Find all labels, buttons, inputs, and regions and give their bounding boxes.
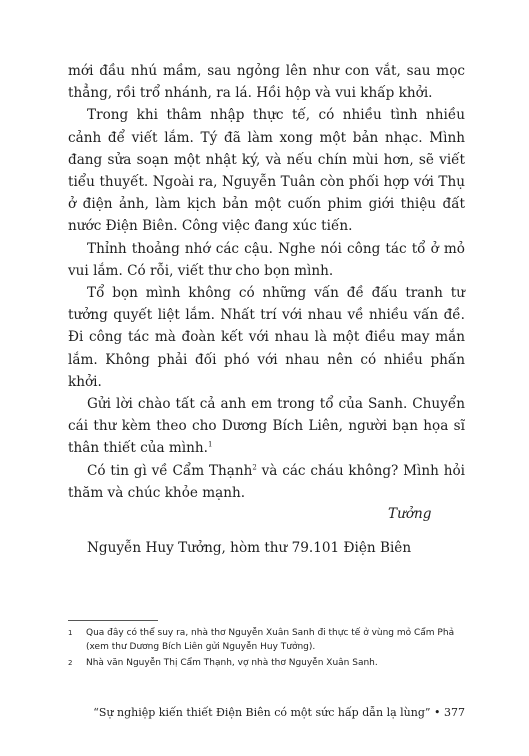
footnote-ref: 2 bbox=[252, 463, 257, 472]
paragraph bbox=[68, 60, 465, 104]
footnote-number: 1 bbox=[68, 629, 73, 637]
footnote-number: 2 bbox=[68, 659, 73, 667]
paragraph bbox=[68, 460, 465, 504]
paragraph bbox=[68, 238, 465, 282]
paragraph bbox=[68, 104, 465, 237]
paragraph bbox=[68, 282, 465, 393]
sender-address: Nguyễn Huy Tưởng, hòm thư 79.101 Điện Biên bbox=[87, 540, 412, 556]
paragraph-text: mới đầu nhú mầm, sau ngỏng lên như con vắt, sau mọc thẳng, rồi trổ nhánh, ra lá. Hồi hộp và vui khấp khởi. bbox=[68, 63, 465, 102]
footnotes bbox=[68, 626, 468, 672]
paragraph-text: Có tin gì về Cẩm Thạnh bbox=[87, 462, 253, 479]
paragraph-text: Trong khi thâm nhập thực tế, có nhiều tình nhiều cảnh để viết lắm. Tý đã làm xong một bản nhạc. Mình đang sửa soạn một nhật ký, và nếu chín mùi hơn, sẽ viết tiểu thuyết. Ngoài ra, Nguyễn Tuân còn phối hợp với Thụ ở điện ảnh, làm kịch bản một cuốn phim giới thiệu đất nước Điện Biên. Công việc đang xúc tiến. bbox=[68, 107, 465, 235]
page-number: 377 bbox=[444, 706, 465, 719]
footnote-divider bbox=[68, 620, 158, 621]
paragraph-text: và các cháu không? Mình hỏi thăm và chúc khỏe mạnh. bbox=[68, 462, 465, 501]
paragraph-text: Thỉnh thoảng nhớ các cậu. Nghe nói công tác tổ ở mỏ vui lắm. Có rỗi, viết thư cho bọn mình. bbox=[68, 240, 465, 279]
footnote bbox=[68, 656, 468, 670]
paragraph-text: Tổ bọn mình không có những vấn đề đấu tranh tư tưởng quyết liệt lắm. Nhất trí với nhau về nhiều vấn đề. Đi công tác mà đoàn kết với nhau là một điều may mắn lắm. Không phải đối phó với nhau nên có nhiều phấn khởi. bbox=[68, 285, 465, 390]
footer-separator: • bbox=[430, 706, 444, 719]
paragraph bbox=[68, 393, 465, 460]
signature: Tưởng bbox=[388, 506, 432, 522]
paragraph-text: Gửi lời chào tất cả anh em trong tổ của Sanh. Chuyển cái thư kèm theo cho Dương Bích Liên, người bạn họa sĩ thân thiết của mình. bbox=[68, 396, 465, 457]
footer-title: “Sự nghiệp kiến thiết Điện Biên có một sức hấp dẫn lạ lùng” bbox=[93, 706, 431, 719]
footnote bbox=[68, 626, 468, 654]
footnote-text: Qua đây có thể suy ra, nhà thơ Nguyễn Xuân Sanh đi thực tế ở vùng mỏ Cẩm Phả (xem thư Dương Bích Liên gửi Nguyễn Huy Tưởng). bbox=[86, 628, 455, 652]
footnote-ref: 1 bbox=[207, 440, 213, 449]
running-footer bbox=[93, 706, 465, 719]
letter-body bbox=[68, 60, 465, 504]
footnote-text: Nhà văn Nguyễn Thị Cẩm Thạnh, vợ nhà thơ Nguyễn Xuân Sanh. bbox=[86, 658, 378, 668]
